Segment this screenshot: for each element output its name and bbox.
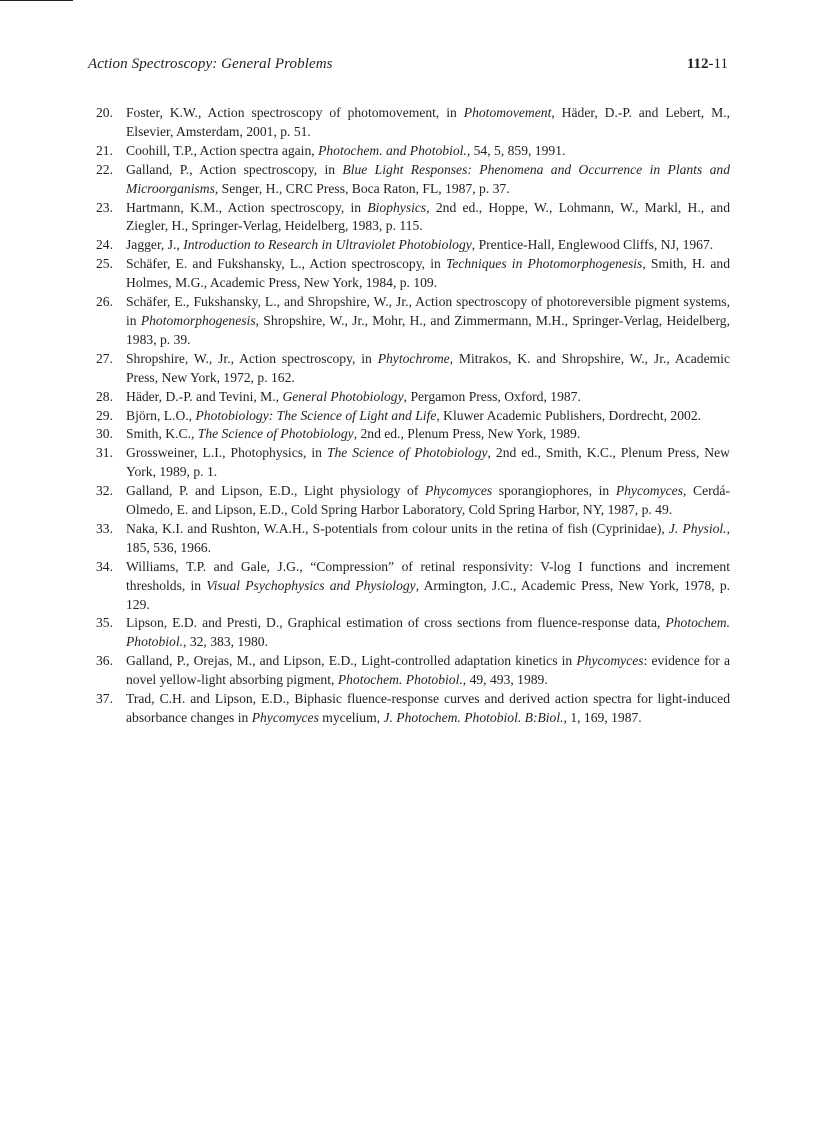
running-title: Action Spectroscopy: General Problems <box>88 56 333 72</box>
reference-italic-title: Phytochrome <box>377 350 450 366</box>
reference-text: Schäfer, E. and Fukshansky, L., Action spectroscopy, in <box>126 256 446 272</box>
reference-item <box>88 255 730 293</box>
reference-text: : evidence for a novel yellow-light absorbing pigment, <box>126 653 730 688</box>
reference-text: , 49, 493, 1989. <box>462 672 548 688</box>
reference-number: 28. <box>96 388 113 404</box>
reference-text: , 2nd ed., Hoppe, W., Lohmann, W., Markl, H., and Ziegler, H., Springer-Verlag, Heidelberg, 1983, p. 115. <box>126 199 731 234</box>
reference-italic-title: The Science of Photobiology <box>197 426 354 442</box>
reference-text: , Senger, H., CRC Press, Boca Raton, FL, 1987, p. 37. <box>214 180 510 196</box>
reference-text: Hartmann, K.M., Action spectroscopy, in <box>126 199 368 215</box>
reference-item <box>88 142 730 161</box>
reference-italic-title: Photochem. Photobiol. <box>337 672 463 688</box>
reference-text: , 1, 169, 1987. <box>563 710 642 725</box>
reference-item <box>88 236 730 255</box>
reference-number: 25. <box>96 256 113 272</box>
reference-number: 34. <box>96 558 113 574</box>
reference-text: mycelium, <box>318 710 384 725</box>
reference-text: Galland, P., Orejas, M., and Lipson, E.D., Light-controlled adaptation kinetics in <box>126 653 577 669</box>
page-number-chapter: 112 <box>686 56 709 72</box>
reference-italic-title: Photomorphogenesis <box>140 312 256 328</box>
reference-number: 32. <box>96 483 113 499</box>
reference-number: 37. <box>96 691 113 707</box>
reference-text: , Cerdá-Olmedo, E. and Lipson, E.D., Cold Spring Harbor Laboratory, Cold Spring Harbor, NY, 1987, p. 49. <box>126 483 730 518</box>
reference-text: Schäfer, E., Fukshansky, L., and Shropshire, W., Jr., Action spectroscopy of photoreversible pigment systems, in <box>126 294 730 328</box>
reference-italic-title: Blue Light Responses: Phenomena and Occurrence in Plants and Microorganisms <box>126 161 731 196</box>
reference-text: , Smith, H. and Holmes, M.G., Academic Press, New York, 1984, p. 109. <box>126 256 730 291</box>
reference-number: 21. <box>96 142 113 158</box>
reference-italic-title: Photochem. Photobiol. <box>126 615 730 650</box>
reference-text: , 2nd ed., Smith, K.C., Plenum Press, New York, 1989, p. 1. <box>126 445 730 480</box>
page-number <box>687 56 728 73</box>
reference-text: Grossweiner, L.I., Photophysics, in <box>126 445 327 461</box>
reference-text: , Pergamon Press, Oxford, 1987. <box>403 388 581 404</box>
reference-italic-title: Phycomyces <box>424 483 493 499</box>
reference-number: 35. <box>96 615 113 631</box>
reference-number: 33. <box>96 520 113 536</box>
reference-item <box>88 425 730 444</box>
reference-text: Williams, T.P. and Gale, J.G., “Compression” of retinal responsivity: V-log I functions and increment thresholds, in <box>126 558 730 593</box>
running-head <box>88 56 728 78</box>
reference-item <box>88 199 730 237</box>
reference-text: Coohill, T.P., Action spectra again, <box>126 142 319 158</box>
reference-italic-title: The Science of Photobiology <box>326 445 488 461</box>
reference-text: Naka, K.I. and Rushton, W.A.H., S-potentials from colour units in the retina of fish (Cyprinidae), <box>126 520 669 536</box>
reference-italic-title: Photochem. and Photobiol. <box>318 142 467 158</box>
reference-italic-title: J. Physiol. <box>668 520 727 536</box>
reference-italic-title: J. Photochem. Photobiol. B:Biol. <box>383 710 564 725</box>
reference-item <box>88 407 730 426</box>
reference-text: Häder, D.-P. and Tevini, M., <box>126 388 283 404</box>
reference-italic-title: General Photobiology <box>282 388 404 404</box>
reference-text: Galland, P. and Lipson, E.D., Light physiology of <box>126 483 425 499</box>
reference-italic-title: Biophysics <box>367 199 427 215</box>
page-number-suffix: -11 <box>708 56 728 72</box>
reference-item <box>88 444 730 482</box>
reference-item <box>88 293 730 350</box>
reference-item <box>88 652 730 690</box>
reference-italic-title: Visual Psychophysics and Physiology <box>206 577 416 593</box>
reference-text: Björn, L.O., <box>126 407 196 423</box>
reference-italic-title: Photobiology: The Science of Light and Life <box>195 407 437 423</box>
reference-text: Foster, K.W., Action spectroscopy of photomovement, in <box>126 105 464 120</box>
reference-list <box>88 104 730 728</box>
reference-text: Galland, P., Action spectroscopy, in <box>126 161 343 177</box>
reference-text: , 185, 536, 1966. <box>126 520 730 555</box>
reference-text: , Shropshire, W., Jr., Mohr, H., and Zimmermann, M.H., Springer-Verlag, Heidelberg, 1983, p. 39. <box>126 312 730 347</box>
reference-text: Jagger, J., <box>126 237 184 253</box>
reference-italic-title: Techniques in Photomorphogenesis <box>445 256 643 272</box>
reference-text: , 54, 5, 859, 1991. <box>466 142 566 158</box>
reference-item <box>88 520 730 558</box>
reference-text: , 2nd ed., Plenum Press, New York, 1989. <box>353 426 581 442</box>
reference-italic-title: Phycomyces <box>576 653 644 669</box>
reference-italic-title: Phycomyces <box>251 710 319 725</box>
reference-text: Smith, K.C., <box>126 426 198 442</box>
reference-text: , Mitrakos, K. and Shropshire, W., Jr., Academic Press, New York, 1972, p. 162. <box>126 350 730 385</box>
reference-number: 22. <box>96 161 113 177</box>
reference-number: 29. <box>96 407 113 423</box>
reference-item <box>88 104 730 142</box>
reference-item <box>88 161 730 199</box>
reference-text: , Prentice-Hall, Englewood Cliffs, NJ, 1967. <box>471 237 714 253</box>
reference-text: Lipson, E.D. and Presti, D., Graphical estimation of cross sections from fluence-response data, <box>126 615 666 631</box>
reference-number: 23. <box>96 199 113 215</box>
reference-text: , Häder, D.-P. and Lebert, M., Elsevier, Amsterdam, 2001, p. 51. <box>126 105 730 139</box>
reference-text: Trad, C.H. and Lipson, E.D., Biphasic fluence-response curves and derived action spectra for light-induced absorbance changes in <box>126 691 730 725</box>
reference-number: 26. <box>96 294 113 310</box>
reference-text: , 32, 383, 1980. <box>183 634 268 650</box>
reference-italic-title: Photomovement <box>463 105 552 120</box>
reference-italic-title: Phycomyces <box>615 483 683 499</box>
reference-item <box>88 558 730 615</box>
reference-item <box>88 690 730 728</box>
reference-number: 24. <box>96 237 113 253</box>
reference-item <box>88 350 730 388</box>
reference-item <box>88 388 730 407</box>
reference-text: , Kluwer Academic Publishers, Dordrecht, 2002. <box>436 407 702 423</box>
reference-number: 30. <box>96 426 113 442</box>
crop-mark <box>0 0 73 1</box>
reference-item <box>88 614 730 652</box>
reference-item <box>88 482 730 520</box>
reference-italic-title: Introduction to Research in Ultraviolet Photobiology <box>183 237 472 253</box>
reference-number: 31. <box>96 445 113 461</box>
reference-number: 27. <box>96 350 113 366</box>
reference-number: 20. <box>96 105 113 120</box>
reference-text: , Armington, J.C., Academic Press, New York, 1978, p. 129. <box>126 577 731 612</box>
reference-text: sporangiophores, in <box>492 483 616 499</box>
reference-text: Shropshire, W., Jr., Action spectroscopy, in <box>126 350 378 366</box>
reference-number: 36. <box>96 653 113 669</box>
